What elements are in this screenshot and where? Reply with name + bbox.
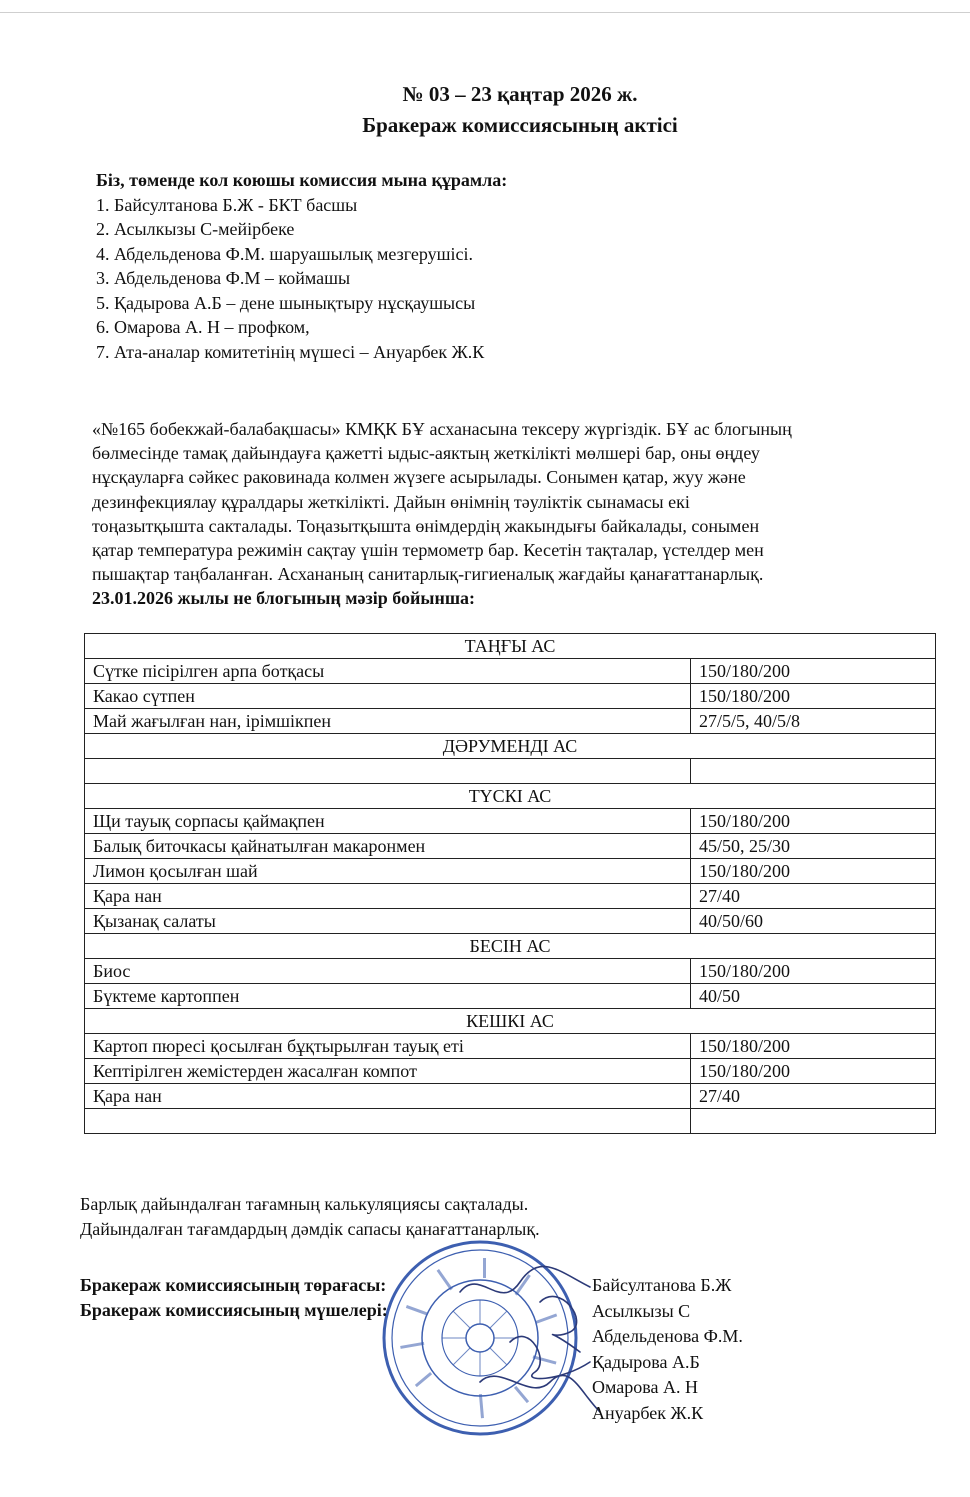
members-label: Бракераж комиссиясының мүшелері: (80, 1300, 388, 1320)
signature-labels (80, 1273, 388, 1323)
commission-member: 2. Асылкызы С-мейірбеке (96, 219, 295, 239)
menu-section-title: ТҮСКІ АС (85, 784, 936, 809)
dish-name: Какао сүтпен (85, 684, 691, 709)
portion-size: 150/180/200 (691, 1059, 936, 1084)
portion-size: 27/5/5, 40/5/8 (691, 709, 936, 734)
menu-section-title: БЕСІН АС (85, 934, 936, 959)
inspection-line: нұсқауларға сәйкес раковинада колмен жүзеге асырылады. Сонымен қатар, жуу және (92, 467, 746, 488)
table-row (85, 834, 936, 859)
signatory-names (592, 1273, 743, 1427)
dish-name: Балық биточкасы қайнатылған макаронмен (85, 834, 691, 859)
dish-name: Қара нан (85, 884, 691, 909)
portion-size: 150/180/200 (691, 1034, 936, 1059)
commission-member: 4. Абдельденова Ф.М. шаруашылық мезгерушісі. (96, 243, 473, 264)
menu-section-title: КЕШКІ АС (85, 1009, 936, 1034)
signatory-name: Байсултанова Б.Ж (592, 1275, 732, 1295)
act-number-date: № 03 – 23 қаңтар 2026 ж. (402, 82, 638, 106)
table-row (85, 1034, 936, 1059)
menu-section-title: ТАҢҒЫ АС (85, 634, 936, 659)
inspection-line: бөлмесінде тамақ дайындауға қажетті ыдыс-аяктың жеткілікті мөлшері бар, оны өңдеу (92, 443, 760, 464)
menu-heading: 23.01.2026 жылы не блогының мәзір бойынша: (92, 588, 476, 609)
portion-size: 27/40 (691, 1084, 936, 1109)
dish-name: Щи тауық сорпасы қаймақпен (85, 809, 691, 834)
signatory-name: Абдельденова Ф.М. (592, 1326, 743, 1347)
commission-member: 5. Қадырова А.Б – дене шынықтыру нұсқаушысы (96, 292, 476, 313)
portion-size: 40/50 (691, 984, 936, 1009)
page-top-edge (0, 12, 970, 13)
closing-line: Барлық дайындалған тағамның калькуляциясы сақталады. (80, 1194, 529, 1214)
menu-table (84, 633, 936, 1134)
table-row (85, 859, 936, 884)
dish-name (85, 759, 691, 784)
commission-member: 6. Омарова А. Н – профком, (96, 317, 310, 337)
portion-size: 150/180/200 (691, 659, 936, 684)
signatory-name: Ануарбек Ж.К (592, 1402, 704, 1423)
commission-lead: Біз, төменде кол коюшы комиссия мына құрамла: (96, 170, 508, 190)
act-title: Бракераж комиссиясының актісі (362, 113, 678, 137)
inspection-text (92, 417, 952, 611)
table-row (85, 809, 936, 834)
signatory-name: Қадырова А.Б (592, 1351, 700, 1372)
commission-composition (96, 168, 507, 364)
table-row (85, 709, 936, 734)
dish-name: Картоп пюресі қосылған бұқтырылған тауық еті (85, 1034, 691, 1059)
dish-name: Қара нан (85, 1084, 691, 1109)
signatory-name: Омарова А. Н (592, 1377, 699, 1398)
portion-size: 150/180/200 (691, 959, 936, 984)
table-row (85, 659, 936, 684)
portion-size: 45/50, 25/30 (691, 834, 936, 859)
inspection-line: қатар температура режимін сақтау үшін термометр бар. Кесетін тақталар, үстелдер мен (92, 540, 764, 561)
dish-name: Сүтке пісірілген арпа ботқасы (85, 659, 691, 684)
dish-name: Май жағылған нан, ірімшікпен (85, 709, 691, 734)
table-row (85, 909, 936, 934)
table-row (85, 684, 936, 709)
dish-name (85, 1109, 691, 1134)
dish-name: Бүктеме картоппен (85, 984, 691, 1009)
portion-size: 150/180/200 (691, 809, 936, 834)
portion-size: 150/180/200 (691, 684, 936, 709)
portion-size: 27/40 (691, 884, 936, 909)
table-row (85, 984, 936, 1009)
table-row (85, 959, 936, 984)
inspection-line: тоңазытқышта сакталады. Тоңазытқышта өнімдердің жакындығы байкалады, сонымен (92, 515, 760, 536)
closing-line: Дайындалған тағамдардың дәмдік сапасы қанағаттанарлық. (80, 1219, 540, 1239)
portion-size: 40/50/60 (691, 909, 936, 934)
portion-size (691, 1109, 936, 1134)
menu-section-title: ДӘРУМЕНДІ АС (85, 734, 936, 759)
commission-member: 1. Байсултанова Б.Ж - БКТ басшы (96, 194, 358, 215)
commission-member: 3. Абдельденова Ф.М – коймашы (96, 268, 351, 288)
commission-member: 7. Ата-аналар комитетінің мүшесі – Ануарбек Ж.К (96, 341, 485, 362)
inspection-line: «№165 бобекжай-балабақшасы» КМҚК БҰ асханасына тексеру жүргіздік. БҰ ас блогының (92, 419, 792, 439)
portion-size: 150/180/200 (691, 859, 936, 884)
table-row (85, 1084, 936, 1109)
inspection-line: пышақтар таңбаланған. Асхананың санитарлық-гигиеналық жағдайы қанағаттанарлық. (92, 564, 764, 585)
portion-size (691, 759, 936, 784)
table-row (85, 759, 936, 784)
dish-name: Биос (85, 959, 691, 984)
table-row (85, 884, 936, 909)
chair-label: Бракераж комиссиясының төрағасы: (80, 1275, 387, 1295)
closing-remarks (80, 1192, 540, 1242)
inspection-line: дезинфекциялау құралдары жеткілікті. Дайын өнімнің тәуліктік сынамасы екі (92, 491, 690, 512)
signatory-name: Асылкызы С (592, 1300, 691, 1321)
table-row (85, 1059, 936, 1084)
dish-name: Кептірілген жемістерден жасалған компот (85, 1059, 691, 1084)
table-row (85, 1109, 936, 1134)
dish-name: Лимон қосылған шай (85, 859, 691, 884)
dish-name: Қызанақ салаты (85, 909, 691, 934)
